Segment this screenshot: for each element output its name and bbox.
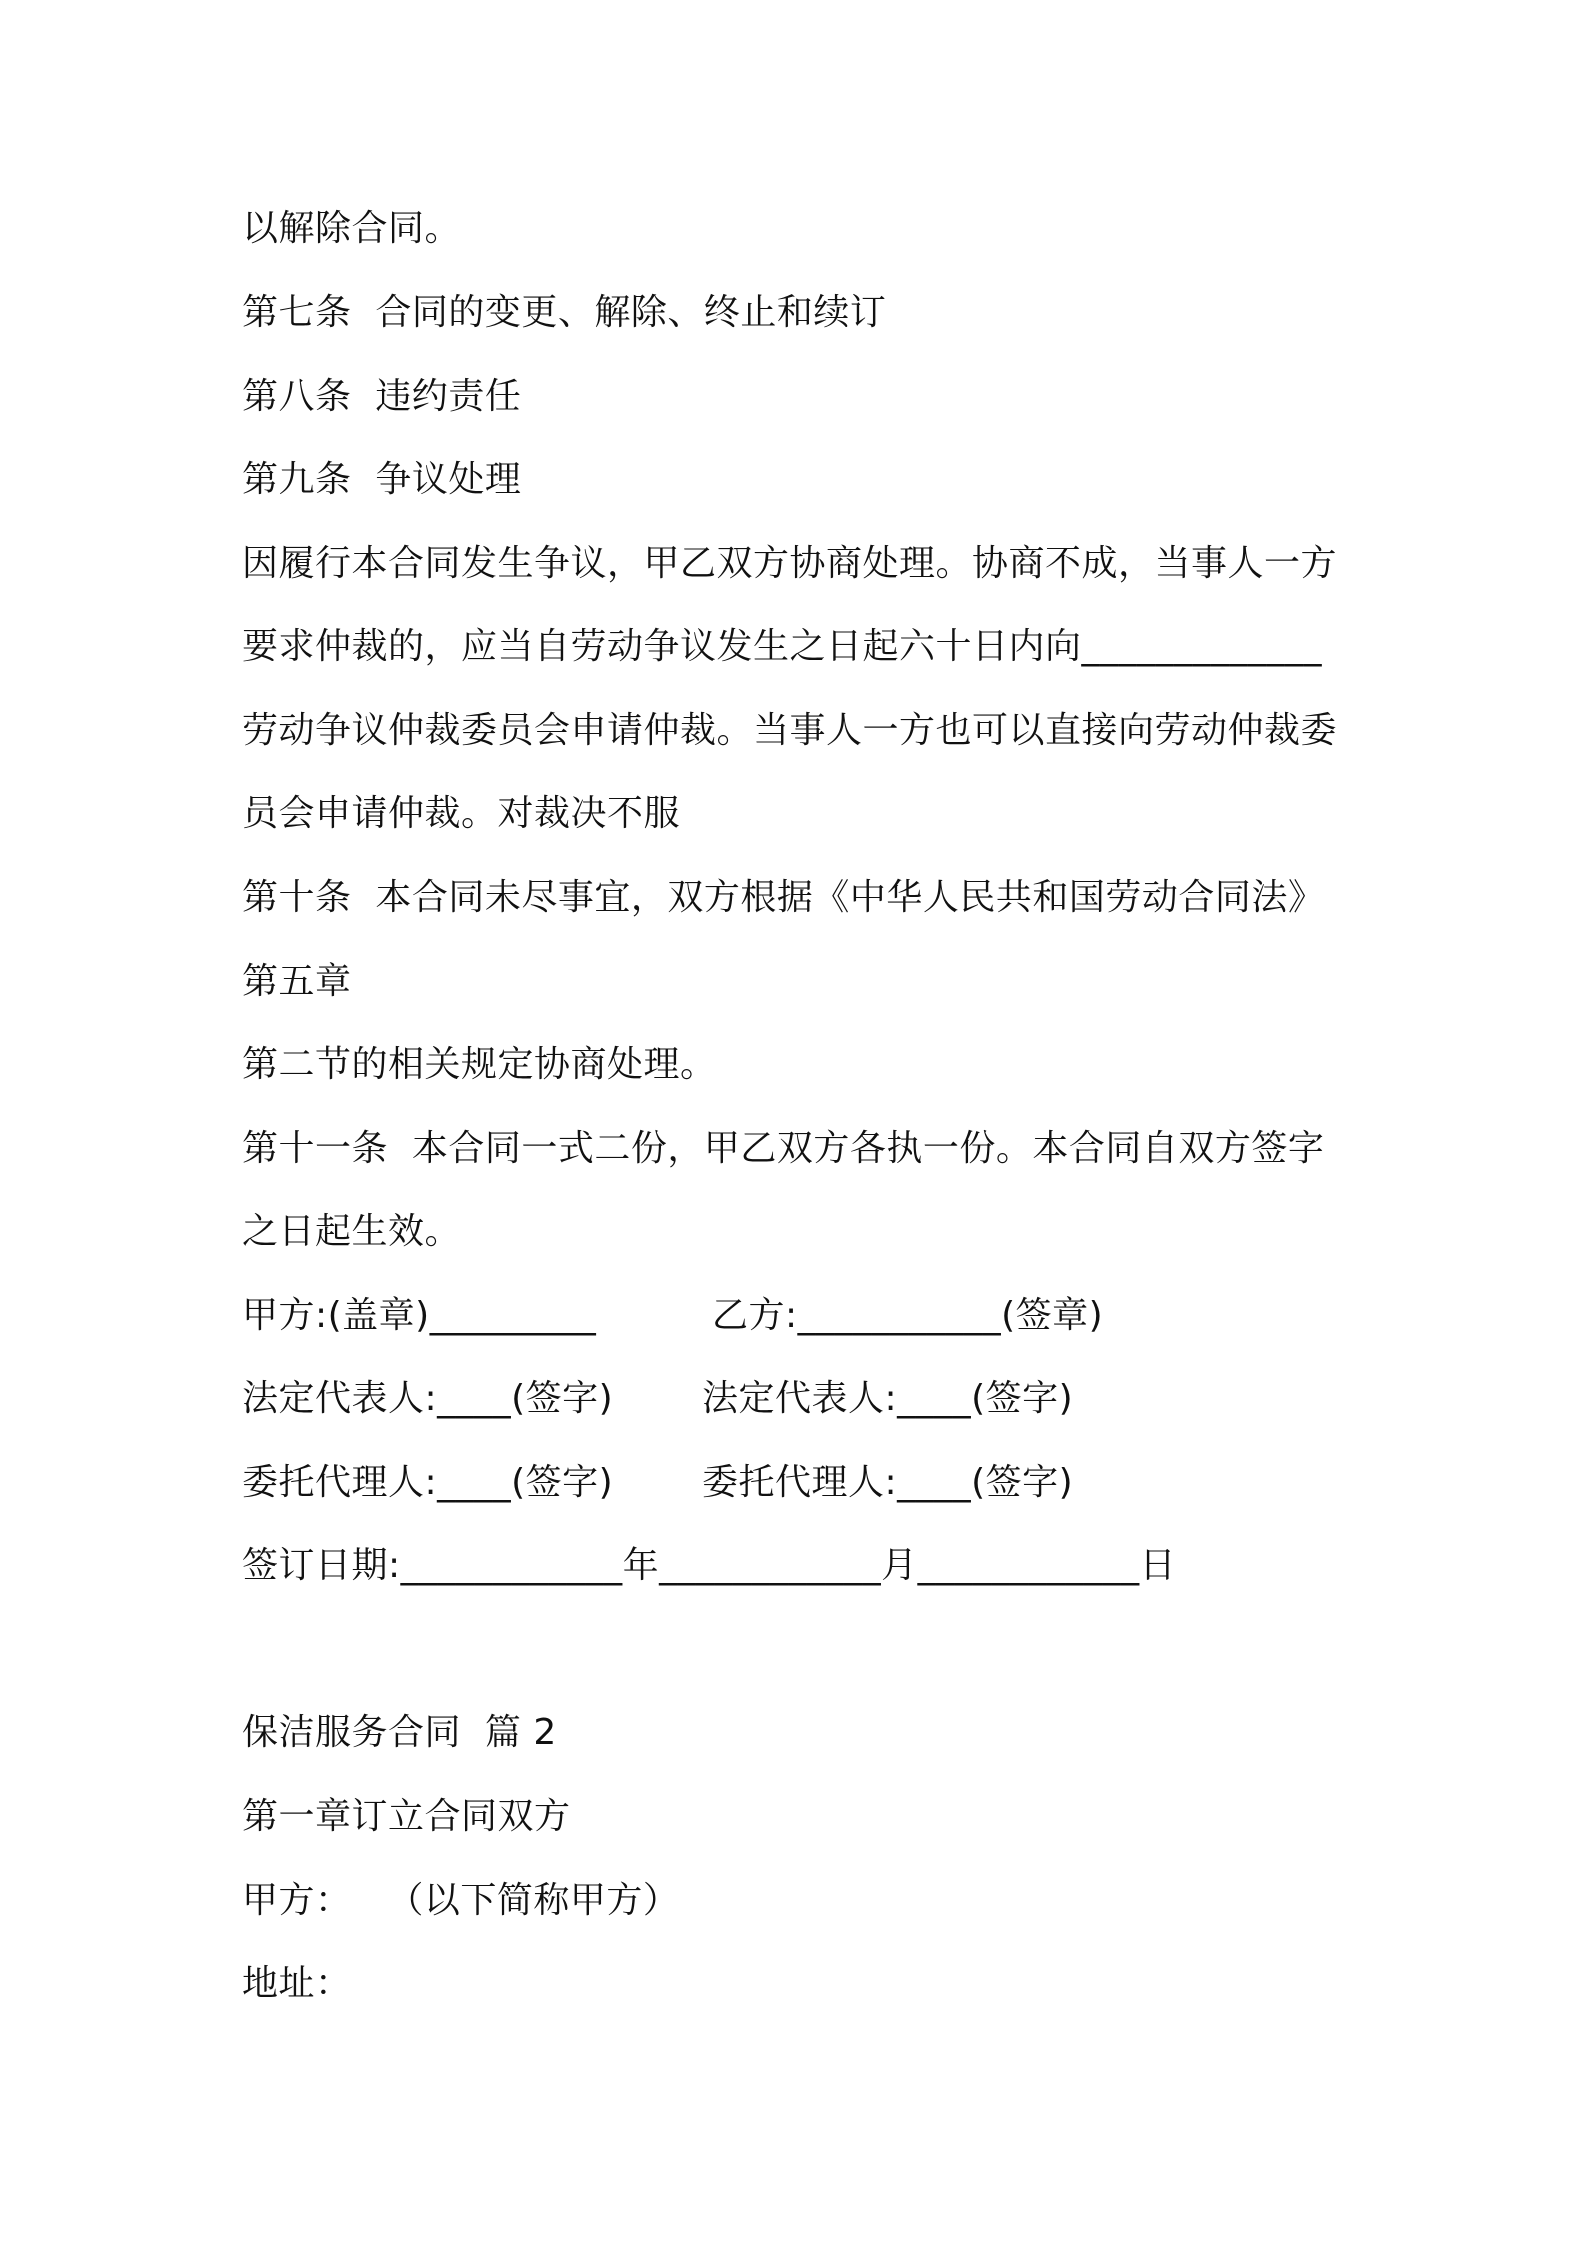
text-line: 要求仲裁的，应当自劳动争议发生之日起六十日内向_____________ [242, 626, 1323, 667]
party-a-line: 甲方： （以下简称甲方） [242, 1880, 680, 1921]
article-heading: 第十一条 本合同一式二份，甲乙双方各执一份。本合同自双方签字 [242, 1128, 1325, 1169]
text-line: 因履行本合同发生争议，甲乙双方协商处理。协商不成，当事人一方 [242, 543, 1338, 584]
text-line: 之日起生效。 [242, 1211, 462, 1252]
article-heading: 第七条 合同的变更、解除、终止和续订 [242, 292, 887, 333]
text-line: 劳动争议仲裁委员会申请仲裁。当事人一方也可以直接向劳动仲裁委 [242, 710, 1338, 751]
contract-title: 保洁服务合同 篇 2 [242, 1712, 557, 1753]
address-line: 地址： [242, 1963, 352, 2004]
legal-rep-b-line: 法定代表人:____(签字) [702, 1378, 1074, 1419]
agent-b-line: 委托代理人:____(签字) [702, 1462, 1074, 1503]
party-b-seal-line: 乙方:___________(签章) [712, 1295, 1104, 1336]
chapter-heading: 第五章 [242, 961, 352, 1002]
text-line: 第二节的相关规定协商处理。 [242, 1044, 717, 1085]
text-line: 以解除合同。 [242, 208, 462, 249]
party-a-seal-line: 甲方:(盖章)_________ [242, 1295, 597, 1336]
signing-date-line: 签订日期:____________年____________月____________日 [242, 1545, 1177, 1586]
article-heading: 第八条 违约责任 [242, 376, 522, 417]
text-line: 员会申请仲裁。对裁决不服 [242, 793, 681, 834]
legal-rep-a-line: 法定代表人:____(签字) [242, 1378, 614, 1419]
article-heading: 第十条 本合同未尽事宜，双方根据《中华人民共和国劳动合同法》 [242, 877, 1325, 918]
agent-a-line: 委托代理人:____(签字) [242, 1462, 614, 1503]
chapter-heading: 第一章订立合同双方 [242, 1796, 571, 1837]
article-heading: 第九条 争议处理 [242, 459, 522, 500]
